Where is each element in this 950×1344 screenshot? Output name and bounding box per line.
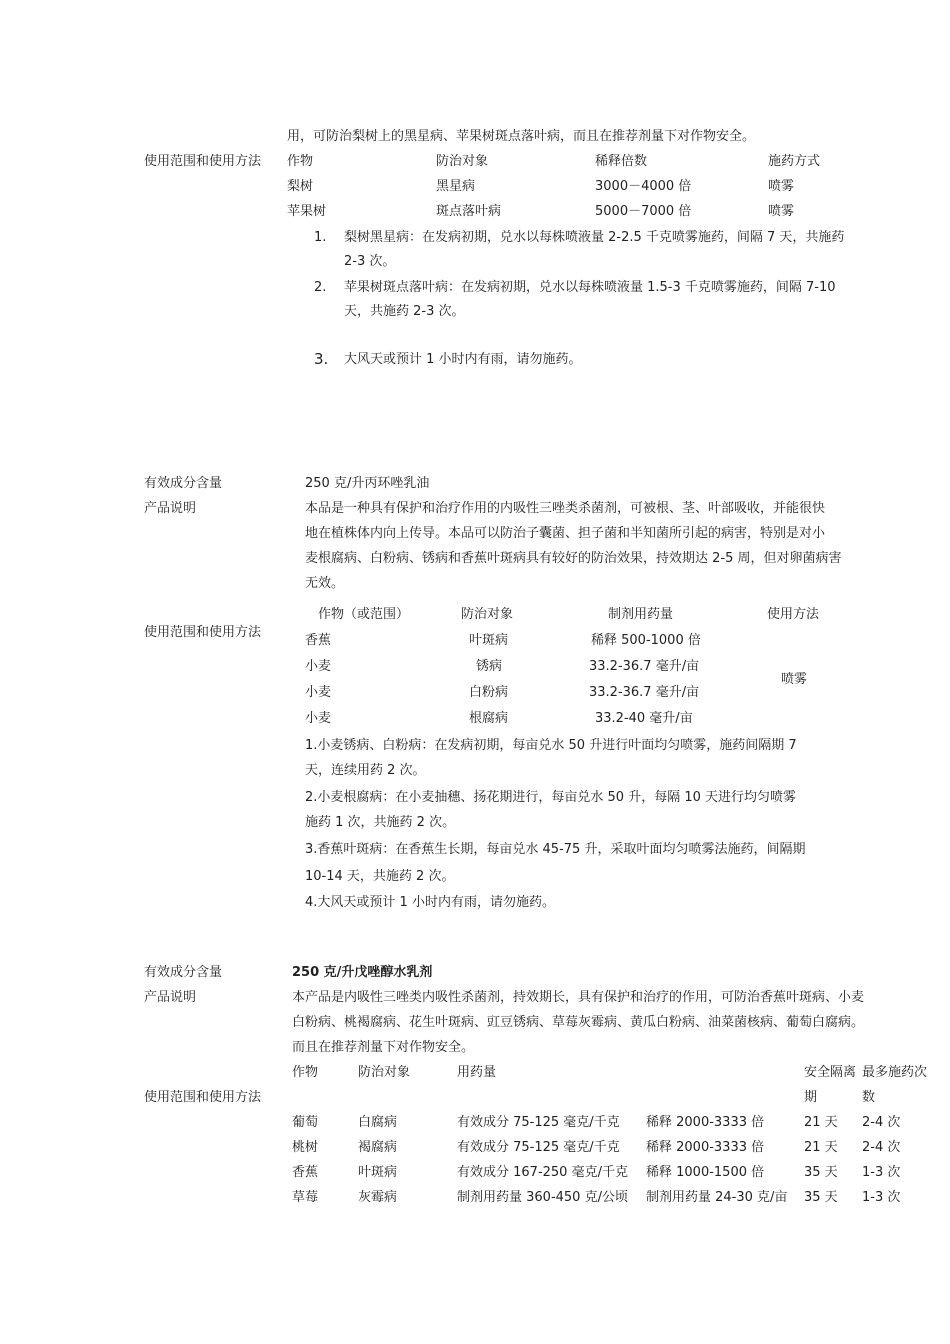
s3-row4-dose1: 制剂用药量 360-450 克/公顷: [457, 1190, 628, 1205]
s1-row1-dilution: 3000－4000 倍: [595, 179, 692, 194]
s2-row3-target: 白粉病: [469, 685, 509, 700]
s3-header-safety-line1: 安全隔离: [804, 1065, 857, 1080]
s2-row4-dosage: 33.2-40 毫升/亩: [595, 711, 693, 726]
s2-row2-target: 锈病: [476, 659, 503, 674]
s3-row1-times: 2-4 次: [862, 1115, 901, 1130]
s1-row1-method: 喷雾: [768, 179, 795, 194]
s2-row1-crop: 香蕉: [305, 633, 332, 648]
s3-content-value: 250 克/升戊唑醇水乳剂: [292, 965, 433, 980]
s3-row4-times: 1-3 次: [862, 1190, 901, 1205]
s2-content-label: 有效成分含量: [144, 476, 223, 491]
s3-header-max-line1: 最多施药次: [862, 1065, 928, 1080]
s1-note2-line2: 天，共施药 2-3 次。: [344, 304, 465, 319]
s3-row4-crop: 草莓: [292, 1190, 319, 1205]
s1-row2-dilution: 5000－7000 倍: [595, 204, 692, 219]
s2-note-line5: 3.香蕉叶斑病：在香蕉生长期，每亩兑水 45-75 升，采取叶面均匀喷雾法施药，间隔期: [305, 842, 806, 857]
s2-content-value: 250 克/升丙环唑乳油: [305, 476, 430, 491]
s3-row3-target: 叶斑病: [358, 1165, 398, 1180]
s3-desc-line1: 本产品是内吸性三唑类内吸性杀菌剂，持效期长，具有保护和治疗的作用，可防治香蕉叶斑病、小麦: [292, 990, 865, 1005]
s2-method-merged: 喷雾: [781, 672, 808, 687]
s1-note1-line2: 2-3 次。: [344, 254, 396, 269]
s3-header-max-line2: 数: [862, 1090, 876, 1105]
s3-header-dosage: 用药量: [457, 1065, 497, 1080]
s2-header-target: 防治对象: [461, 607, 514, 622]
s3-row1-interval: 21 天: [804, 1115, 838, 1130]
s3-row2-dose1: 有效成分 75-125 毫克/千克: [457, 1140, 620, 1155]
s3-content-label: 有效成分含量: [144, 965, 223, 980]
s3-row1-dose2: 稀释 2000-3333 倍: [646, 1115, 765, 1130]
s2-note-line3: 2.小麦根腐病：在小麦抽穗、扬花期进行，每亩兑水 50 升，每隔 10 天进行均匀喷雾: [305, 790, 797, 805]
s1-header-dilution: 稀释倍数: [595, 154, 648, 169]
s1-note1-number: 1.: [314, 230, 327, 245]
s3-desc-label: 产品说明: [144, 990, 197, 1005]
s2-note-line7: 4.大风天或预计 1 小时内有雨，请勿施药。: [305, 895, 555, 910]
s3-row2-times: 2-4 次: [862, 1140, 901, 1155]
s2-desc-line4: 无效。: [305, 576, 345, 591]
s2-usage-label: 使用范围和使用方法: [144, 625, 262, 640]
s3-desc-line3: 而且在推荐剂量下对作物安全。: [292, 1040, 475, 1055]
s3-row2-crop: 桃树: [292, 1140, 319, 1155]
s3-header-target: 防治对象: [358, 1065, 411, 1080]
s1-row1-crop: 梨树: [287, 179, 314, 194]
s1-row2-target: 斑点落叶病: [436, 204, 502, 219]
s2-row2-dosage: 33.2-36.7 毫升/亩: [589, 659, 700, 674]
s1-note2-line1: 苹果树斑点落叶病：在发病初期，兑水以每株喷液量 1.5-3 千克喷雾施药，间隔 7-10: [344, 280, 836, 295]
s2-note-line2: 天，连续用药 2 次。: [305, 763, 426, 778]
s3-row1-dose1: 有效成分 75-125 毫克/千克: [457, 1115, 620, 1130]
s3-row4-dose2: 制剂用药量 24-30 克/亩: [646, 1190, 788, 1205]
s1-row1-target: 黑星病: [436, 179, 476, 194]
s3-row2-target: 褐腐病: [358, 1140, 398, 1155]
s3-row1-crop: 葡萄: [292, 1115, 319, 1130]
s2-note-line4: 施药 1 次，共施药 2 次。: [305, 815, 456, 830]
s2-row3-crop: 小麦: [305, 685, 332, 700]
s2-header-crop: 作物（或范围）: [318, 607, 410, 622]
s1-note1-line1: 梨树黑星病：在发病初期，兑水以每株喷液量 2-2.5 千克喷雾施药，间隔 7 天，共施药: [344, 230, 845, 245]
s3-row1-target: 白腐病: [358, 1115, 398, 1130]
s2-row1-target: 叶斑病: [469, 633, 509, 648]
s3-row3-dose1: 有效成分 167-250 毫克/千克: [457, 1165, 628, 1180]
s3-row3-crop: 香蕉: [292, 1165, 319, 1180]
s2-row4-crop: 小麦: [305, 711, 332, 726]
s1-note2-number: 2.: [314, 280, 327, 295]
s1-note3-number: 3.: [314, 350, 329, 368]
s1-header-target: 防治对象: [436, 154, 489, 169]
s2-note-line6: 10-14 天，共施药 2 次。: [305, 869, 455, 884]
s1-row2-crop: 苹果树: [287, 204, 327, 219]
s2-desc-line2: 地在植株体内向上传导。本品可以防治子囊菌、担子菌和半知菌所引起的病害，特别是对小: [305, 526, 826, 541]
s2-desc-line1: 本品是一种具有保护和治疗作用的内吸性三唑类杀菌剂，可被根、茎、叶部吸收，并能很快: [305, 501, 826, 516]
s2-header-dosage: 制剂用药量: [608, 607, 674, 622]
s3-header-safety-line2: 期: [804, 1090, 818, 1105]
s2-desc-label: 产品说明: [144, 501, 197, 516]
section1-intro-line: 用，可防治梨树上的黑星病、苹果树斑点落叶病，而且在推荐剂量下对作物安全。: [287, 129, 756, 144]
s2-row1-dosage: 稀释 500-1000 倍: [591, 633, 701, 648]
s2-row4-target: 根腐病: [469, 711, 509, 726]
s3-usage-label: 使用范围和使用方法: [144, 1090, 262, 1105]
s2-desc-line3: 麦根腐病、白粉病、锈病和香蕉叶斑病具有较好的防治效果，持效期达 2-5 周，但对卵菌病害: [305, 551, 842, 566]
s3-row3-interval: 35 天: [804, 1165, 838, 1180]
s2-row3-dosage: 33.2-36.7 毫升/亩: [589, 685, 700, 700]
s3-row4-target: 灰霉病: [358, 1190, 398, 1205]
s1-header-method: 施药方式: [768, 154, 821, 169]
s3-row3-dose2: 稀释 1000-1500 倍: [646, 1165, 765, 1180]
s3-header-crop: 作物: [292, 1065, 319, 1080]
section1-usage-label: 使用范围和使用方法: [144, 154, 262, 169]
s1-header-crop: 作物: [287, 154, 314, 169]
s3-row2-dose2: 稀释 2000-3333 倍: [646, 1140, 765, 1155]
s1-note3-line1: 大风天或预计 1 小时内有雨，请勿施药。: [344, 352, 582, 367]
s3-desc-line2: 白粉病、桃褐腐病、花生叶斑病、豇豆锈病、草莓灰霉病、黄瓜白粉病、油菜菌核病、葡萄白腐病。: [292, 1015, 865, 1030]
s2-header-method: 使用方法: [767, 607, 820, 622]
s2-row2-crop: 小麦: [305, 659, 332, 674]
s3-row4-interval: 35 天: [804, 1190, 838, 1205]
s3-row2-interval: 21 天: [804, 1140, 838, 1155]
s2-note-line1: 1.小麦锈病、白粉病：在发病初期，每亩兑水 50 升进行叶面均匀喷雾，施药间隔期 7: [305, 738, 797, 753]
s3-row3-times: 1-3 次: [862, 1165, 901, 1180]
s1-row2-method: 喷雾: [768, 204, 795, 219]
